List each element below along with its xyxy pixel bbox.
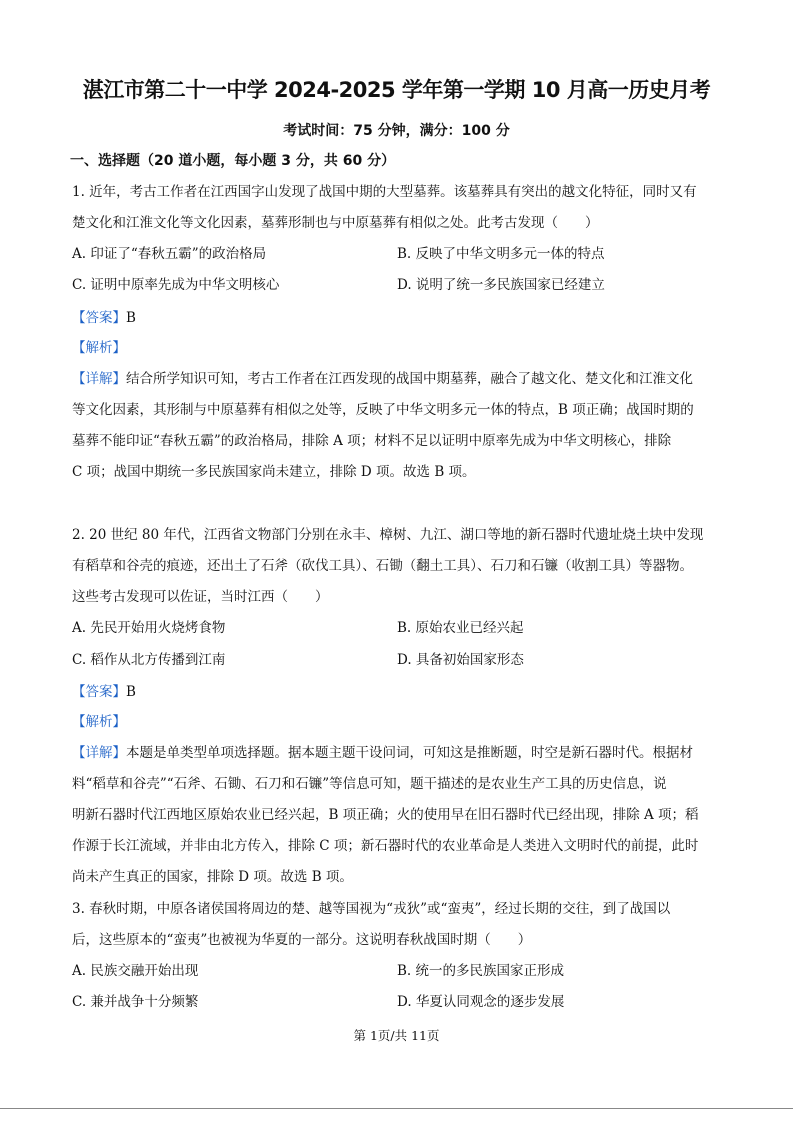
q1-analysis-label: 【解析】 (72, 340, 126, 356)
exam-title: 湛江市第二十一中学 2024-2025 学年第一学期 10 月高一历史月考 (82, 78, 711, 102)
q1-stem-line-1: 1. 近年，考古工作者在江西国字山发现了战国中期的大型墓葬。该墓葬具有突出的越文化特征，同时又有 (72, 184, 697, 200)
q1-stem-line-2: 楚文化和江淮文化等文化因素，墓葬形制也与中原墓葬有相似之处。此考古发现（ ） (72, 215, 599, 231)
q2-option-c: C. 稻作从北方传播到江南 (72, 652, 226, 668)
q1-option-d: D. 说明了统一多民族国家已经建立 (397, 277, 605, 293)
q2-detail-line-4: 作源于长江流域，并非由北方传入，排除 C 项；新石器时代的农业革命是人类进入文明时代的前提，此时 (72, 838, 699, 854)
exam-info: 考试时间：75 分钟，满分：100 分 (283, 123, 510, 139)
q2-stem-line-3: 这些考古发现可以佐证，当时江西（ ） (72, 589, 329, 605)
q2-option-d: D. 具备初始国家形态 (397, 652, 524, 668)
q1-answer (72, 309, 136, 327)
q3-option-d: D. 华夏认同观念的逐步发展 (397, 994, 565, 1010)
q2-answer-label: 【答案】 (72, 684, 126, 700)
q3-option-b: B. 统一的多民族国家正形成 (397, 963, 565, 979)
q3-option-a: A. 民族交融开始出现 (72, 963, 199, 979)
q2-detail-line-2: 料“稻草和谷壳”“石斧、石锄、石刀和石镰”等信息可知，题干描述的是农业生产工具的历史信息，说 (72, 776, 667, 792)
q2-analysis-label: 【解析】 (72, 714, 126, 730)
q1-detail-line-1 (72, 370, 693, 388)
q1-option-b: B. 反映了中华文明多元一体的特点 (397, 246, 605, 262)
q3-option-c: C. 兼并战争十分频繁 (72, 994, 199, 1010)
q2-option-b: B. 原始农业已经兴起 (397, 620, 524, 636)
q1-answer-value: B (126, 310, 136, 326)
q2-option-a: A. 先民开始用火烧烤食物 (72, 620, 226, 636)
q1-detail-text-1: 结合所学知识可知，考古工作者在江西发现的战国中期墓葬，融合了越文化、楚文化和江淮文化 (126, 371, 693, 387)
q2-answer (72, 683, 136, 701)
page-number: 第 1页/共 11页 (353, 1028, 440, 1043)
q1-detail-label: 【详解】 (72, 371, 126, 387)
q1-option-c: C. 证明中原率先成为中华文明核心 (72, 277, 280, 293)
q2-detail-line-1 (72, 744, 693, 762)
q1-answer-label: 【答案】 (72, 310, 126, 326)
q1-detail-line-4: C 项；战国中期统一多民族国家尚未建立，排除 D 项。故选 B 项。 (72, 464, 476, 480)
q2-detail-text-1: 本题是单类型单项选择题。据本题主题干设问词，可知这是推断题，时空是新石器时代。根据材 (126, 745, 693, 761)
q1-detail-line-3: 墓葬不能印证“春秋五霸”的政治格局，排除 A 项；材料不足以证明中原率先成为中华文明核心，排除 (72, 433, 672, 449)
bottom-divider (0, 1108, 793, 1109)
q1-detail-line-2: 等文化因素，其形制与中原墓葬有相似之处等，反映了中华文明多元一体的特点，B 项正确；战国时期的 (72, 402, 694, 418)
q2-stem-line-1: 2. 20 世纪 80 年代，江西省文物部门分别在永丰、樟树、九江、湖口等地的新石器时代遗址烧土块中发现 (72, 527, 704, 543)
q3-stem-line-1: 3. 春秋时期，中原各诸侯国将周边的楚、越等国视为“戎狄”或“蛮夷”，经过长期的交往，到了战国以 (72, 901, 671, 917)
q2-detail-line-3: 明新石器时代江西地区原始农业已经兴起，B 项正确；火的使用早在旧石器时代已经出现，排除 A 项；稻 (72, 807, 699, 823)
q1-option-a: A. 印证了“春秋五霸”的政治格局 (72, 246, 267, 262)
q2-stem-line-2: 有稻草和谷壳的痕迹，还出土了石斧（砍伐工具）、石锄（翻土工具）、石刀和石镰（收割工具）等器物。 (72, 558, 693, 574)
q2-detail-label: 【详解】 (72, 745, 126, 761)
q3-stem-line-2: 后，这些原本的“蛮夷”也被视为华夏的一部分。这说明春秋战国时期（ ） (72, 932, 532, 948)
section-heading: 一、选择题（20 道小题，每小题 3 分，共 60 分） (70, 153, 396, 169)
q2-detail-line-5: 尚未产生真正的国家，排除 D 项。故选 B 项。 (72, 869, 353, 885)
q2-answer-value: B (126, 684, 136, 700)
